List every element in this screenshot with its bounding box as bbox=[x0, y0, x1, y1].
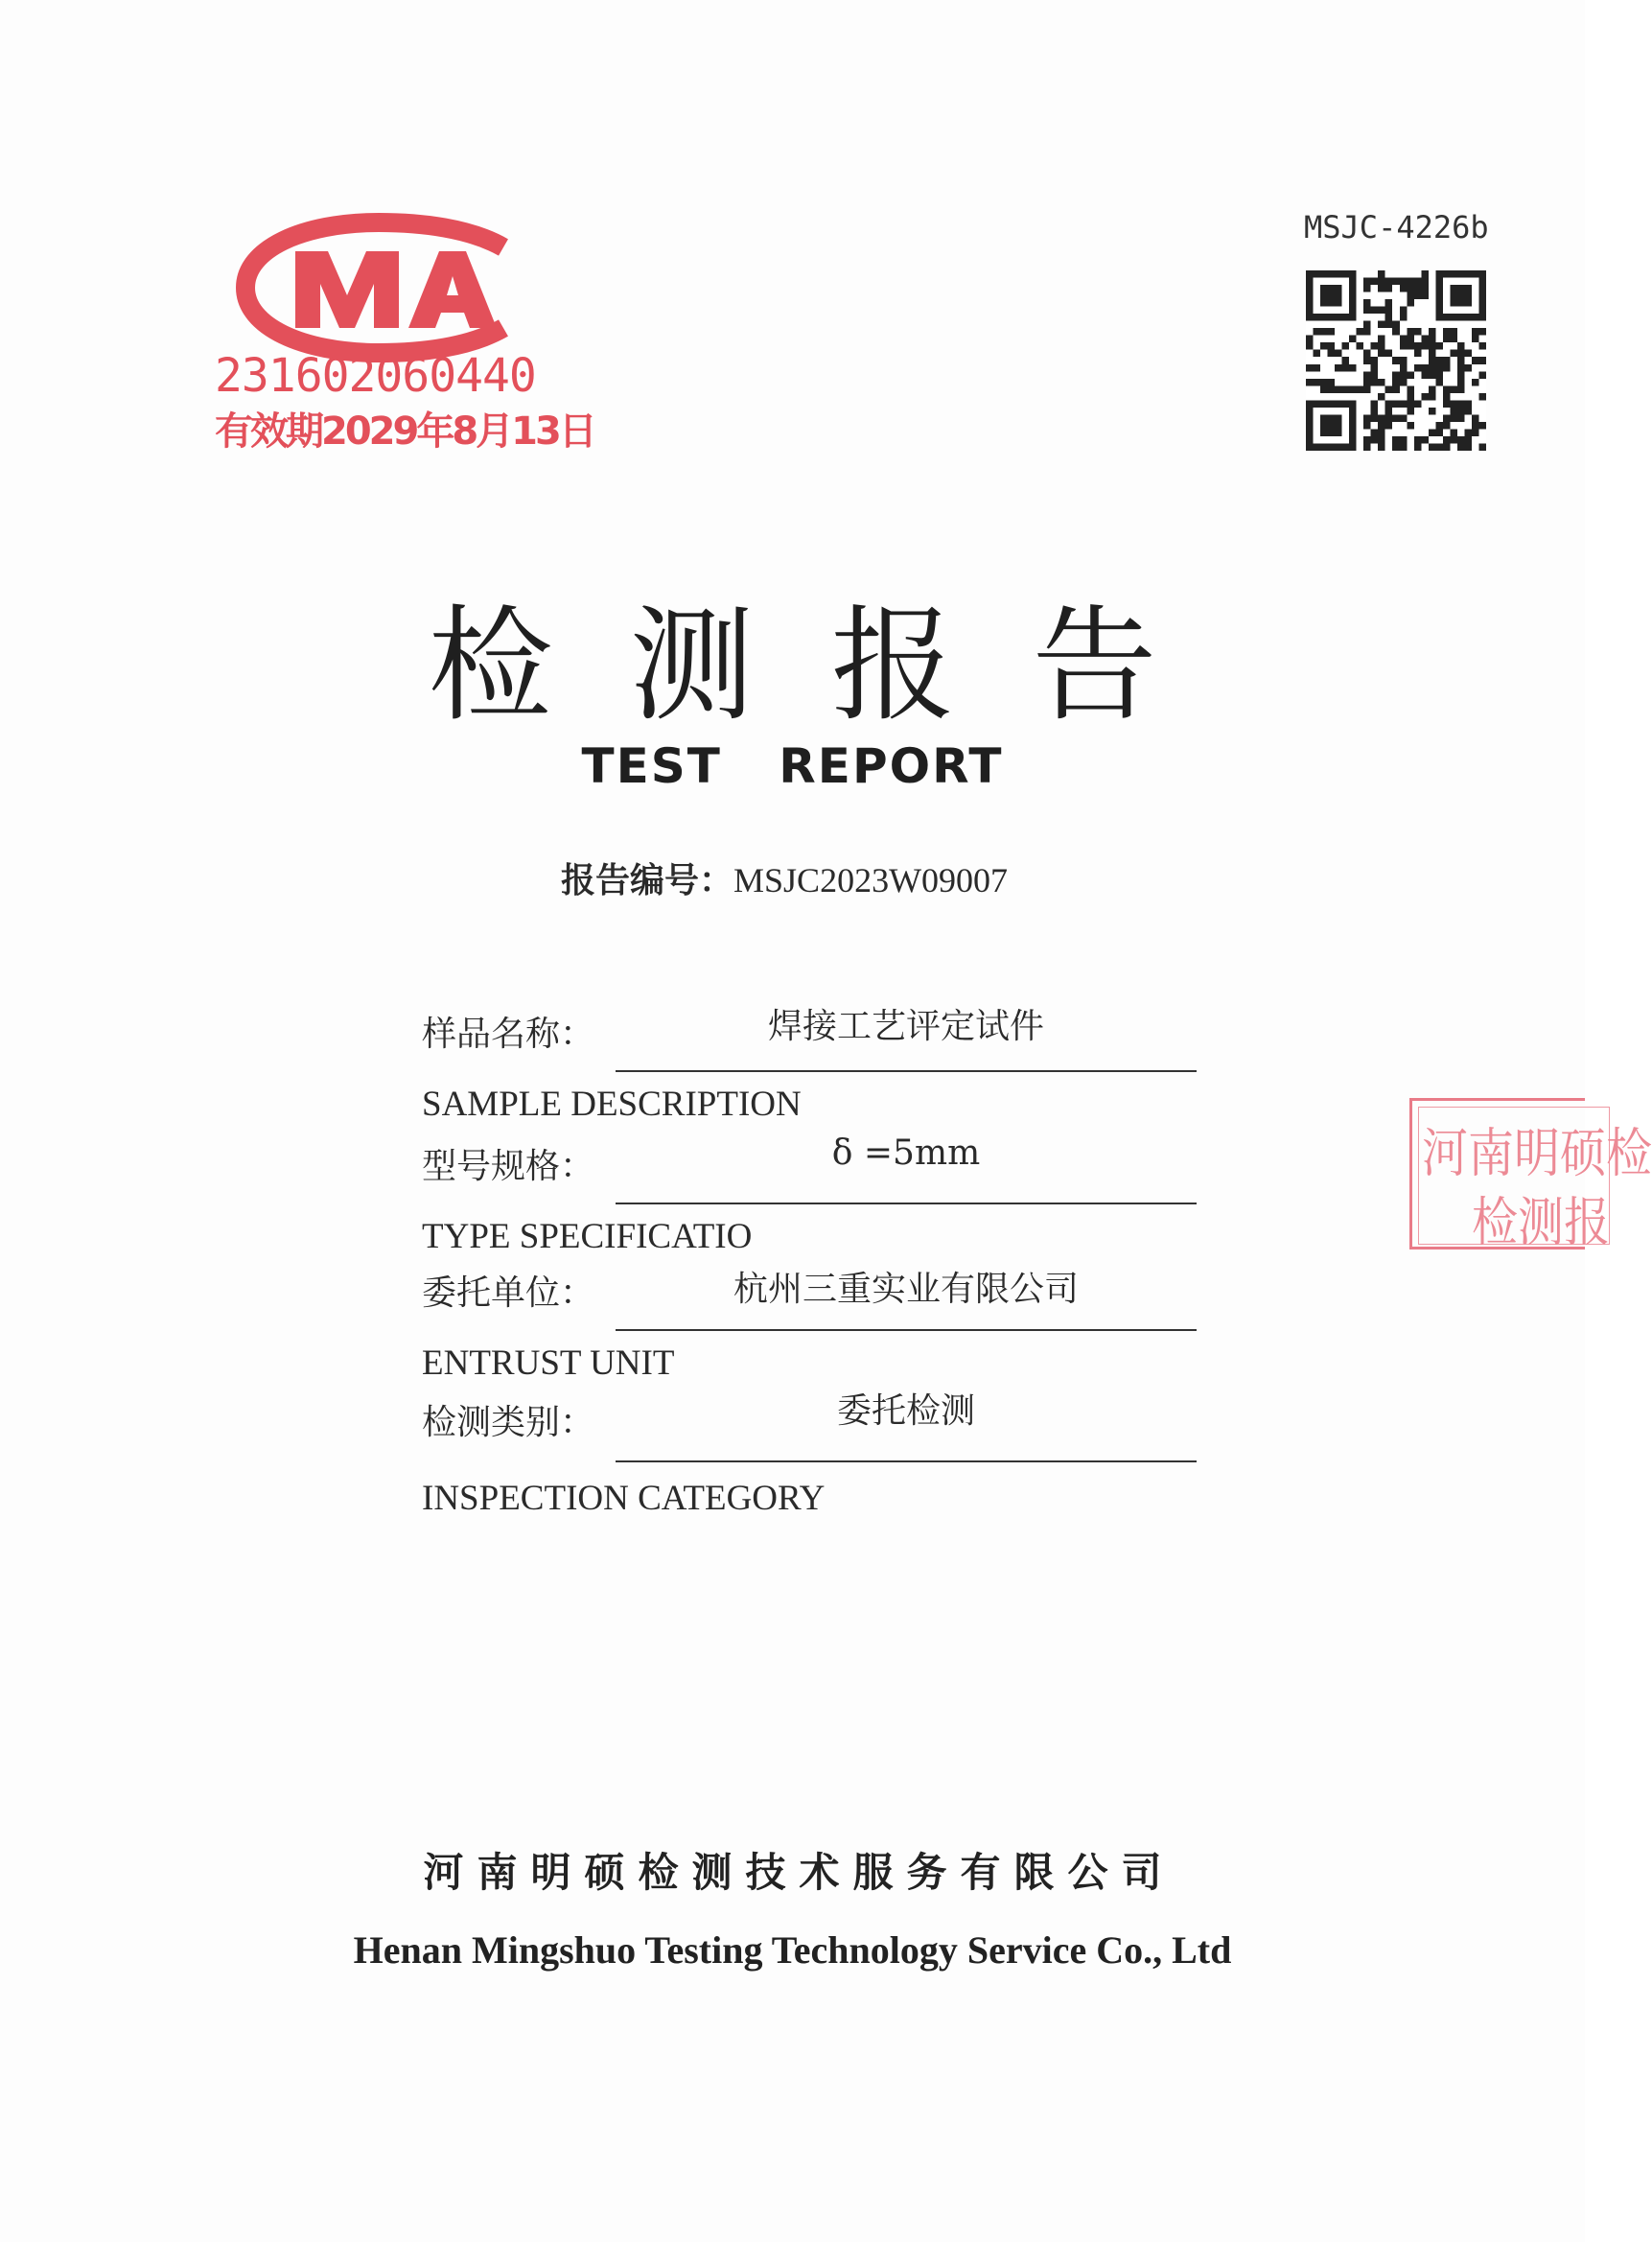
report-number bbox=[561, 853, 1008, 902]
cma-certificate-number: 231602060440 bbox=[215, 349, 536, 403]
field-label-cn: 样品名称： bbox=[422, 1015, 595, 1054]
field-value: 焊接工艺评定试件 bbox=[767, 1007, 1044, 1046]
field-value: 杭州三重实业有限公司 bbox=[733, 1270, 1079, 1309]
field-underline bbox=[616, 1070, 1197, 1072]
report-title-cn: 检测报告 bbox=[428, 593, 1234, 738]
field-label-en: INSPECTION CATEGORY bbox=[422, 1479, 826, 1518]
field-label-en: TYPE SPECIFICATIO bbox=[422, 1217, 753, 1256]
field-value: 委托检测 bbox=[836, 1391, 975, 1431]
company-seal-partial bbox=[1409, 1098, 1652, 1254]
seal-text-line2: 检测报 bbox=[1472, 1191, 1611, 1254]
field-label-en: ENTRUST UNIT bbox=[422, 1343, 675, 1383]
field-underline bbox=[616, 1460, 1197, 1462]
cma-validity-date: 有效期2029年8月13日 bbox=[215, 409, 594, 454]
company-name-en: Henan Mingshuo Testing Technology Service Co., Ltd bbox=[353, 1928, 1232, 1972]
seal-text-line1: 河南明硕检 bbox=[1422, 1122, 1652, 1185]
field-label-cn: 检测类别： bbox=[422, 1403, 595, 1442]
field-label-en: SAMPLE DESCRIPTION bbox=[422, 1085, 802, 1124]
qr-code-icon bbox=[1306, 270, 1486, 451]
report-title-en: TEST REPORT bbox=[581, 738, 1004, 794]
cma-logo-icon bbox=[240, 221, 518, 355]
cma-stamp bbox=[213, 213, 594, 454]
company-name-cn: 河南明硕检测技术服务有限公司 bbox=[423, 1849, 1175, 1896]
report-number-value: MSJC2023W09007 bbox=[733, 861, 1009, 899]
field-value: δ =5mm bbox=[831, 1133, 981, 1173]
field-underline bbox=[616, 1203, 1197, 1204]
field-label-cn: 型号规格： bbox=[422, 1147, 595, 1186]
field-label-cn: 委托单位： bbox=[422, 1273, 595, 1313]
field-underline bbox=[616, 1329, 1197, 1331]
report-number-label: 报告编号： bbox=[561, 861, 734, 900]
document-code: MSJC-4226b bbox=[1304, 209, 1489, 245]
